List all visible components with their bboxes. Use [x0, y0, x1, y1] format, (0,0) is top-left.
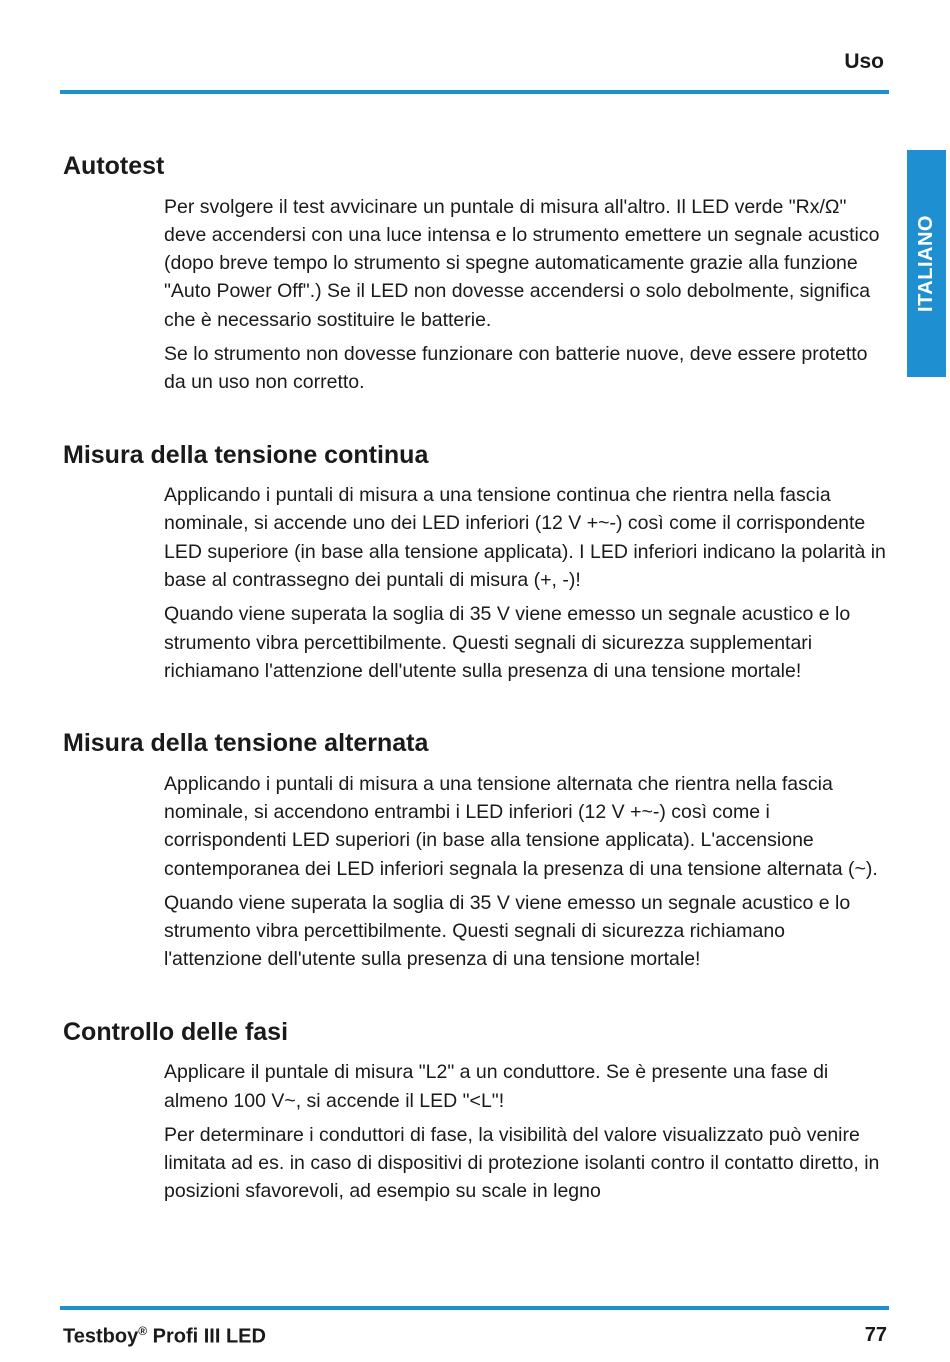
paragraph: Applicare il puntale di misura "L2" a un conduttore. Se è presente una fase di almeno 100 V~, si accende il LED "<L"!	[164, 1061, 829, 1112]
language-tab-label: ITALIANO	[915, 215, 938, 312]
footer-rule	[60, 1306, 889, 1310]
paragraph: Applicando i puntali di misura a una tensione alternata che rientra nella fascia nominale, si accendono entrambi i LED inferiori (12 V +~-) così come i corrispondenti LED superiori (in base alla tensione applicata). L'accensione contemporanea dei LED inferiori segnala la presenza di una tensione alternata (~).	[164, 772, 878, 880]
paragraph: Per determinare i conduttori di fase, la visibilità del valore visualizzato può venire limitata ad es. in caso di dispositivi di protezione isolanti contro il contatto diretto, in posizioni sfavorevoli, ad esempio su scale in legno	[164, 1123, 880, 1203]
section-phase-check	[63, 1016, 889, 1206]
section-heading: Misura della tensione continua	[63, 440, 429, 469]
paragraph: Applicando i puntali di misura a una tensione continua che rientra nella fascia nominale, si accende uno dei LED inferiori (12 V +~-) così come il corrispondente LED superiore (in base alla tensione applicata). I LED inferiori indicano la polarità in base al contrassegno dei puntali di misura (+, -)!	[164, 484, 886, 591]
header-rule	[60, 90, 889, 94]
running-header-title: Uso	[844, 50, 884, 73]
section-dc-voltage	[63, 439, 889, 686]
section-autotest	[63, 150, 889, 397]
footer-product: Profi III LED	[147, 1325, 266, 1348]
section-ac-voltage	[63, 727, 889, 974]
paragraph: Per svolgere il test avvicinare un puntale di misura all'altro. Il LED verde "Rx/Ω" deve accendersi con una luce intensa e lo strumento emettere un segnale acustico (dopo breve tempo lo strumento si spegne automaticamente grazie alla funzione "Auto Power Off".) Se il LED non dovesse accendersi o solo debolmente, significa che è necessario sostituire le batterie.	[164, 195, 880, 331]
paragraph: Se lo strumento non dovesse funzionare con batterie nuove, deve essere protetto da un uso non corretto.	[164, 342, 868, 394]
section-heading: Controllo delle fasi	[63, 1017, 289, 1046]
page-number: 77	[864, 1324, 887, 1346]
language-tab	[907, 150, 946, 377]
page-content	[63, 150, 889, 1212]
registered-mark: ®	[138, 1324, 148, 1338]
section-heading: Misura della tensione alternata	[63, 729, 429, 758]
paragraph: Quando viene superata la soglia di 35 V viene emesso un segnale acustico e lo strumento vibra percettibilmente. Questi segnali di sicurezza richiamano l'attenzione dell'utente sulla presenza di una tensione mortale!	[164, 891, 851, 971]
paragraph: Quando viene superata la soglia di 35 V viene emesso un segnale acustico e lo strumento vibra percettibilmente. Questi segnali di sicurezza supplementari richiamano l'attenzione dell'utente sulla presenza di una tensione mortale!	[164, 603, 851, 682]
section-heading: Autotest	[63, 152, 165, 180]
footer-brand: Testboy	[63, 1325, 139, 1348]
footer-product-name	[63, 1324, 266, 1349]
